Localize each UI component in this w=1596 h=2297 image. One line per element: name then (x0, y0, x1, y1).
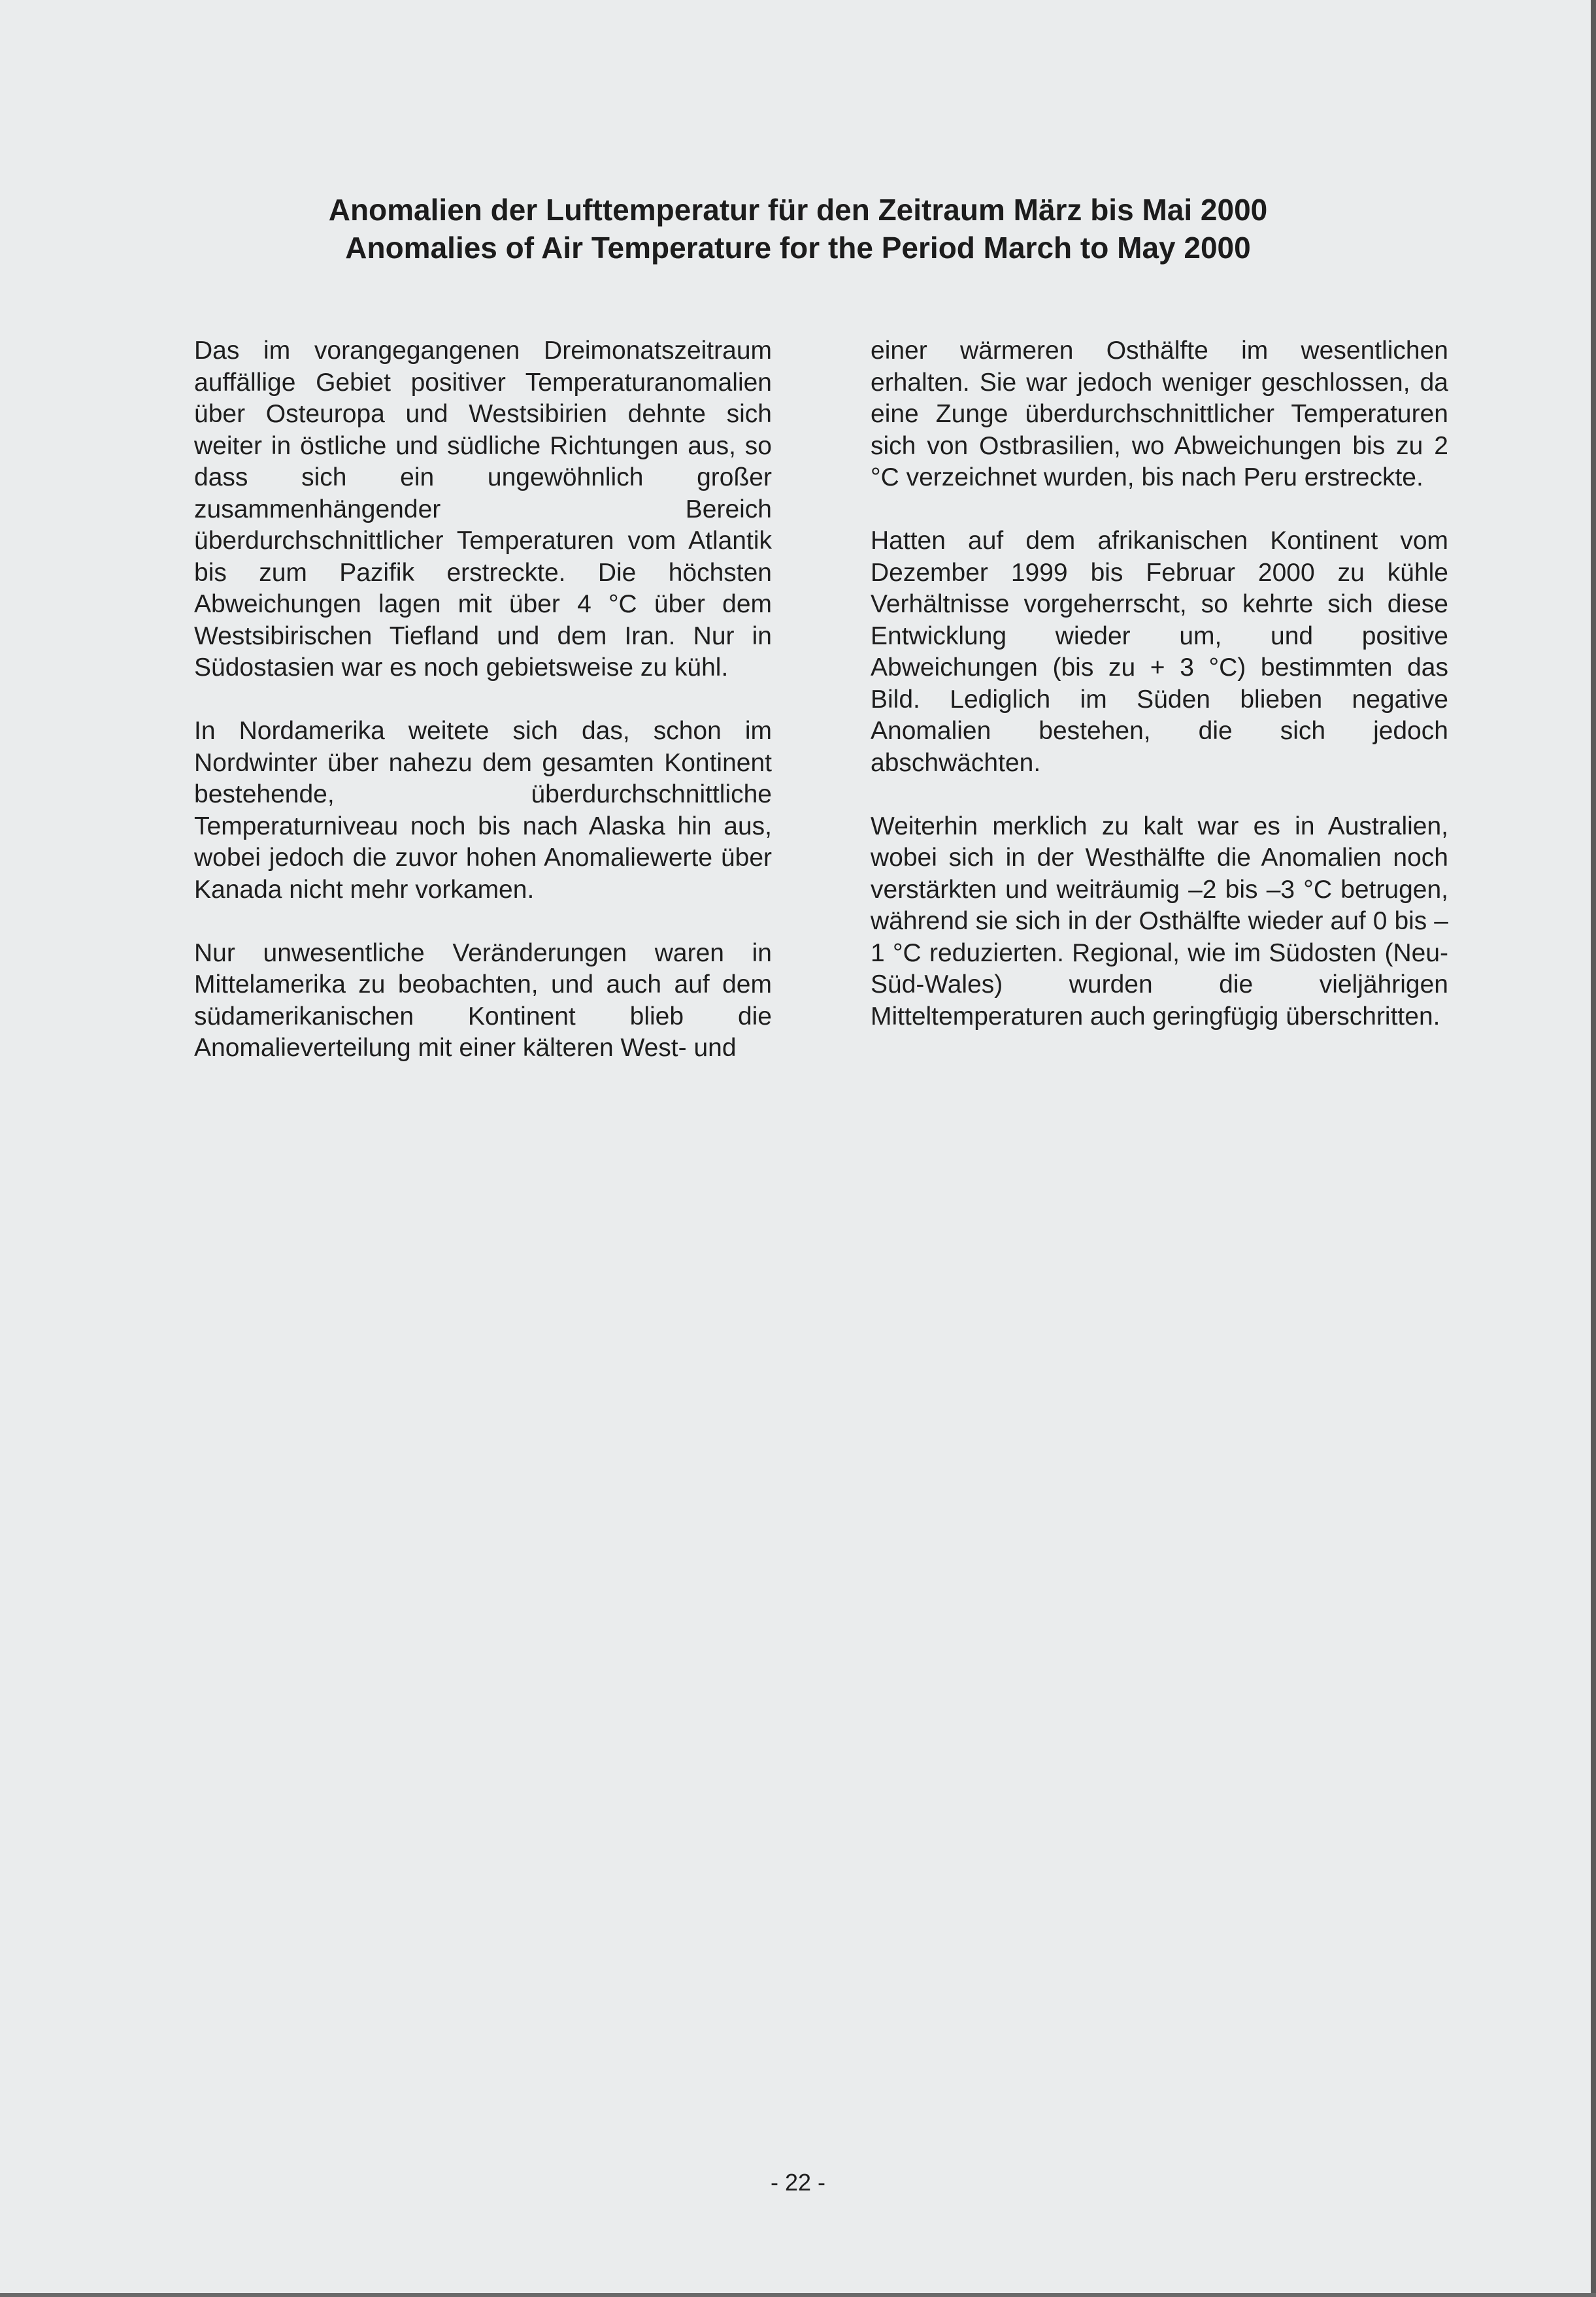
paragraph: einer wärmeren Osthälfte im wesentlichen erhalten. Sie war jedoch weniger geschlossen, da eine Zunge überdurchschnittlicher Temperaturen sich von Ostbrasilien, wo Abweichungen bis zu 2 °C verzeichnet wurden, bis nach Peru erstreckte. (871, 337, 1448, 491)
title-german: Anomalien der Lufttemperatur für den Zeitraum März bis Mai 2000 (328, 193, 1268, 227)
scan-edge-bottom (0, 2293, 1596, 2297)
paragraph: Weiterhin merklich zu kalt war es in Australien, wobei sich in der Westhälfte die Anomalien noch verstärkten und weiträumig –2 bis –3 °C betrugen, während sie sich in der Osthälfte wieder auf 0 bis –1 °C reduzierten. Regional, wie im Südosten (Neu-Süd-Wales) wurden die vieljährigen Mitteltemperaturen auch geringfügig überschritten. (871, 812, 1448, 1031)
text-column-right (871, 335, 1448, 1065)
paragraph: Das im vorangegangenen Dreimonatszeitraum auffällige Gebiet positiver Temperaturanomalien über Osteuropa und Westsibirien dehnte sich weiter in östliche und südliche Richtungen aus, so dass sich ein ungewöhnlich großer zusammenhängender Bereich überdurchschnittlicher Temperaturen vom Atlantik bis zum Pazifik erstreckte. Die höchsten Abweichungen lagen mit über 4 °C über dem Westsibirischen Tiefland und dem Iran. Nur in Südostasien war es noch gebietsweise zu kühl. (194, 337, 772, 682)
paragraph: Hatten auf dem afrikanischen Kontinent vom Dezember 1999 bis Februar 2000 zu kühle Verhältnisse vorgeherrscht, so kehrte sich diese Entwicklung wieder um, und positive Abweichungen (bis zu + 3 °C) bestimmten das Bild. Lediglich im Süden blieben negative Anomalien bestehen, die sich jedoch abschwächten. (871, 527, 1448, 777)
paragraph: Nur unwesentliche Veränderungen waren in Mittelamerika zu beobachten, und auch auf dem südamerikanischen Kontinent blieb die Anomalieverteilung mit einer kälteren West- und (194, 938, 772, 1062)
text-column-left (194, 335, 772, 1096)
page-number: - 22 - (770, 2169, 826, 2196)
scan-edge-right (1591, 0, 1596, 2297)
paragraph: In Nordamerika weitete sich das, schon im Nordwinter über nahezu dem gesamten Kontinent bestehende, überdurchschnittliche Temperaturniveau noch bis nach Alaska hin aus, wobei jedoch die zuvor hohen Anomaliewerte über Kanada nicht mehr vorkamen. (194, 717, 772, 904)
title-english: Anomalies of Air Temperature for the Period March to May 2000 (345, 231, 1251, 265)
page-title (0, 191, 1596, 267)
